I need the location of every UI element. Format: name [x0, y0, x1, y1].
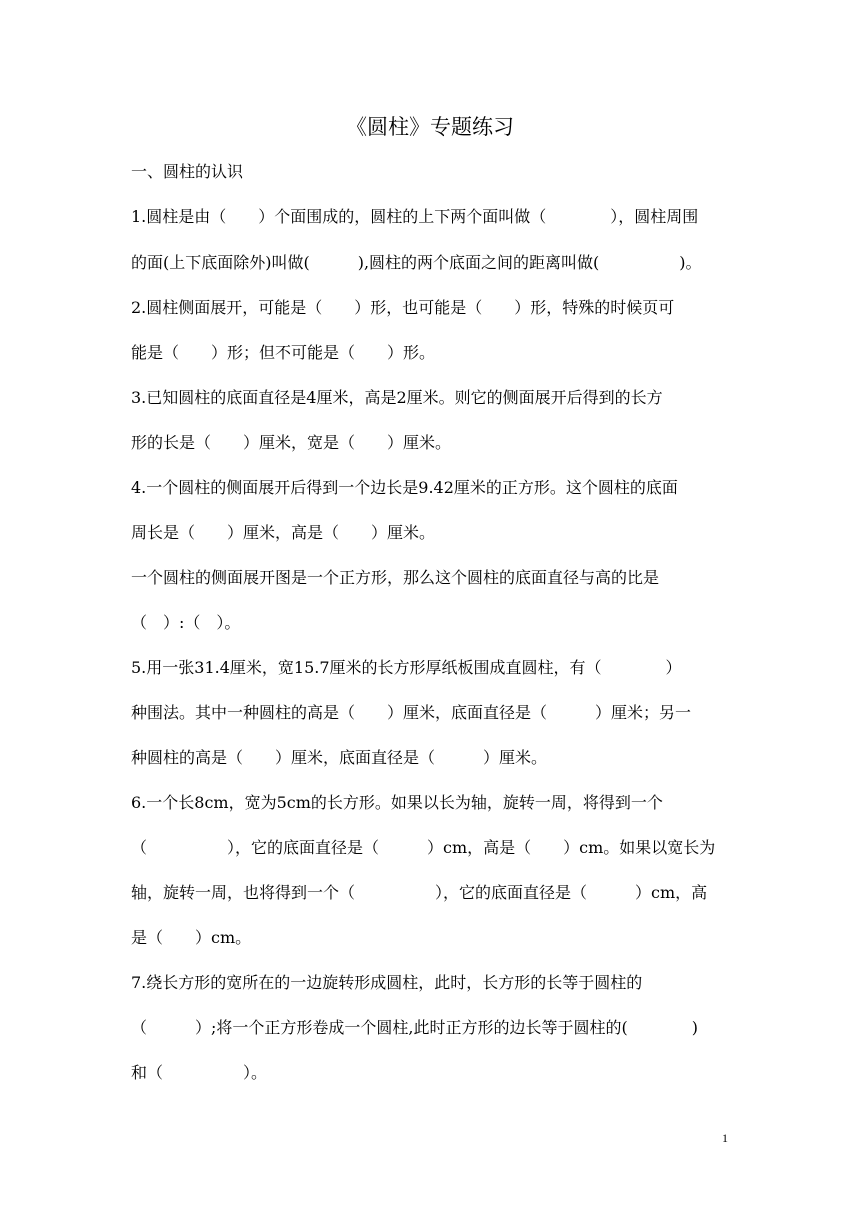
- question-line: （ ）:（ ）。: [131, 613, 241, 632]
- question-line: 3.已知圆柱的底面直径是4厘米，高是2厘米。则它的侧面展开后得到的长方: [131, 388, 663, 407]
- page-title: 《圆柱》专题练习: [346, 115, 514, 139]
- question-line: 4.一个圆柱的侧面展开后得到一个边长是9.42厘米的正方形。这个圆柱的底面: [131, 478, 678, 497]
- question-line: （ ），它的底面直径是（ ）cm，高是（ ）cm。如果以宽长为: [131, 838, 716, 857]
- question-line: 种圆柱的高是（ ）厘米，底面直径是（ ）厘米。: [131, 748, 548, 767]
- question-line: 轴，旋转一周，也将得到一个（ ），它的底面直径是（ ）cm，高: [131, 883, 708, 902]
- question-line: 种围法。其中一种圆柱的高是（ ）厘米，底面直径是（ ）厘米；另一: [131, 703, 692, 722]
- question-line: 2.圆柱侧面展开，可能是（ ）形，也可能是（ ）形，特殊的时候页可: [131, 298, 675, 317]
- question-line: 形的长是（ ）厘米，宽是（ ）厘米。: [131, 433, 452, 452]
- question-line: 周长是（ ）厘米，高是（ ）厘米。: [131, 523, 436, 542]
- question-line: 和（ ）。: [131, 1063, 268, 1082]
- question-line: （ ）;将一个正方形卷成一个圆柱,此时正方形的边长等于圆柱的( ): [131, 1018, 698, 1037]
- question-line: 6.一个长8cm，宽为5cm的长方形。如果以长为轴，旋转一周，将得到一个: [131, 793, 663, 812]
- question-line: 7.绕长方形的宽所在的一边旋转形成圆柱，此时，长方形的长等于圆柱的: [131, 973, 643, 992]
- question-line: 的面(上下底面除外)叫做( ),圆柱的两个底面之间的距离叫做( )。: [131, 253, 702, 272]
- question-line: 是（ ）cm。: [131, 928, 252, 947]
- question-line: 能是（ ）形；但不可能是（ ）形。: [131, 343, 436, 362]
- question-line: 1.圆柱是由（ ）个面围成的，圆柱的上下两个面叫做（ ），圆柱周围: [131, 207, 699, 226]
- section-heading: 一、圆柱的认识: [131, 162, 244, 181]
- question-line: 5.用一张31.4厘米，宽15.7厘米的长方形厚纸板围成直圆柱，有（ ）: [131, 658, 682, 677]
- question-line: 一个圆柱的侧面展开图是一个正方形，那么这个圆柱的底面直径与高的比是: [131, 568, 660, 587]
- page-number: 1: [722, 1131, 728, 1145]
